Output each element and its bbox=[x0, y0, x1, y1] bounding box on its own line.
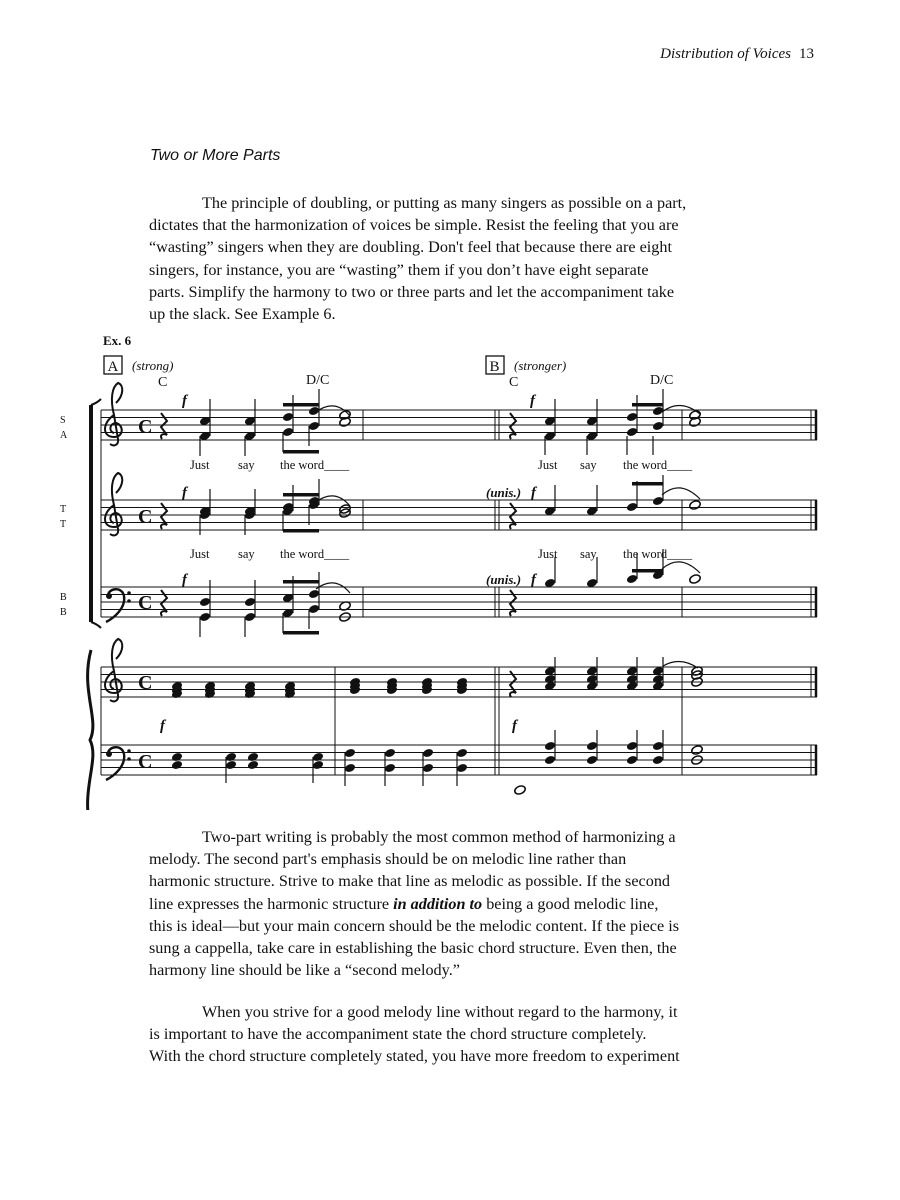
lyric: Just bbox=[538, 547, 558, 561]
staff-label-t: T bbox=[60, 519, 67, 530]
note-head bbox=[626, 755, 638, 766]
dynamic-forte: f bbox=[531, 485, 536, 501]
lyric: the word____ bbox=[623, 458, 693, 472]
rehearsal-letter-a: A bbox=[107, 359, 119, 375]
note-head bbox=[199, 612, 211, 623]
text-run: being a good melodic line, bbox=[482, 894, 659, 913]
tie bbox=[662, 562, 700, 573]
note-head bbox=[384, 748, 396, 759]
beam bbox=[283, 450, 319, 454]
note-head bbox=[422, 748, 434, 759]
treble-clef-icon bbox=[105, 383, 122, 445]
note-head bbox=[225, 760, 237, 771]
example-label: Ex. 6 bbox=[103, 333, 132, 348]
paragraph-melody-line bbox=[149, 1001, 749, 1068]
note-head bbox=[308, 421, 320, 432]
quarter-rest-icon bbox=[510, 590, 516, 616]
beam bbox=[283, 580, 319, 584]
page-number: 13 bbox=[799, 46, 814, 62]
text-line: dictates that the harmonization of voices be simple. Resist the feeling that you are bbox=[149, 216, 679, 235]
text-line: sung a cappella, take care in establishing the basic chord structure. Even then, the bbox=[149, 939, 677, 958]
dynamic-forte: f bbox=[182, 485, 187, 501]
note-head bbox=[652, 406, 664, 417]
note-head bbox=[422, 763, 434, 774]
quarter-rest-icon bbox=[510, 503, 516, 529]
unison-mark: (unis.) bbox=[486, 572, 522, 587]
note-head bbox=[282, 412, 294, 423]
time-signature: C bbox=[138, 751, 153, 773]
note-head bbox=[586, 741, 598, 752]
text-line: harmony line should be like a “second melody.” bbox=[149, 961, 460, 980]
note-head bbox=[344, 748, 356, 759]
lyric: say bbox=[580, 547, 597, 561]
time-signature: C bbox=[138, 672, 153, 694]
treble-clef-icon bbox=[105, 473, 122, 535]
tie bbox=[316, 406, 350, 416]
lyric: Just bbox=[538, 458, 558, 472]
staff-label-t: T bbox=[60, 504, 67, 515]
expression-mark-a: (strong) bbox=[132, 358, 174, 373]
time-signature: C bbox=[138, 592, 153, 614]
text-line: is important to have the accompaniment state the chord structure completely. bbox=[149, 1025, 647, 1044]
note-head bbox=[626, 574, 638, 585]
note-head bbox=[544, 755, 556, 766]
note-head bbox=[652, 421, 664, 432]
dynamic-forte: f bbox=[182, 393, 187, 409]
lyric: say bbox=[238, 458, 255, 472]
text-line: singers, for instance, you are “wasting” them if you don’t have eight separate bbox=[149, 260, 649, 279]
note-head bbox=[689, 574, 702, 585]
chord-symbol: D/C bbox=[650, 373, 674, 388]
note-head bbox=[199, 597, 211, 608]
notes bbox=[171, 389, 704, 795]
lyric: the word____ bbox=[623, 547, 693, 561]
text-line bbox=[149, 893, 749, 915]
staff-label-b: B bbox=[60, 607, 67, 618]
text-line: With the chord structure completely stated, you have more freedom to experiment bbox=[149, 1047, 680, 1066]
expression-mark-b: (stronger) bbox=[514, 358, 567, 373]
note-head bbox=[247, 752, 259, 763]
note-head bbox=[244, 597, 256, 608]
dynamic-forte: f bbox=[160, 718, 165, 734]
note-head bbox=[247, 760, 259, 771]
lyric: the word____ bbox=[280, 458, 350, 472]
chord-symbol: D/C bbox=[306, 373, 330, 388]
text-line: parts. Simplify the harmony to two or three parts and let the accompaniment take bbox=[149, 282, 675, 301]
lyric: say bbox=[580, 458, 597, 472]
unison-mark: (unis.) bbox=[486, 485, 522, 500]
note-head bbox=[626, 502, 638, 513]
piano-brace bbox=[88, 650, 93, 810]
note-head bbox=[282, 427, 294, 438]
text-line: Two-part writing is probably the most common method of harmonizing a bbox=[202, 828, 676, 846]
note-head bbox=[384, 763, 396, 774]
time-signature: C bbox=[138, 416, 153, 438]
beam bbox=[283, 403, 319, 407]
note-head bbox=[514, 785, 527, 796]
tie bbox=[662, 488, 700, 499]
dynamic-forte: f bbox=[182, 572, 187, 588]
note-head bbox=[689, 500, 702, 511]
time-signature: C bbox=[138, 506, 153, 528]
text-line: The principle of doubling, or putting as many singers as possible on a part, bbox=[202, 194, 687, 212]
dynamic-forte: f bbox=[531, 572, 536, 588]
chord-symbol: C bbox=[509, 375, 519, 390]
note-head bbox=[312, 760, 324, 771]
paragraph-two-part-writing bbox=[149, 826, 749, 981]
text-line: melody. The second part's emphasis should be on melodic line rather than bbox=[149, 850, 627, 869]
note-head bbox=[225, 752, 237, 763]
dynamic-forte: f bbox=[530, 393, 535, 409]
text-line: “wasting” singers when they are doubling. Don't feel that because there are eight bbox=[149, 238, 672, 257]
text-run: line expresses the harmonic structure bbox=[149, 894, 394, 913]
beam bbox=[283, 631, 319, 635]
tie bbox=[316, 583, 350, 593]
running-head-title: Distribution of Voices bbox=[660, 46, 791, 62]
section-title: Two or More Parts bbox=[150, 147, 281, 164]
staff-label-b: B bbox=[60, 592, 67, 603]
text-line: up the slack. See Example 6. bbox=[149, 305, 336, 324]
treble-clef-icon bbox=[105, 639, 122, 701]
lyric: Just bbox=[190, 547, 210, 561]
beam bbox=[283, 529, 319, 533]
beam bbox=[632, 403, 663, 407]
note-head bbox=[308, 604, 320, 615]
text-line: harmonic structure. Strive to make that line as melodic as possible. If the second bbox=[149, 872, 671, 891]
beam bbox=[632, 569, 663, 573]
note-head bbox=[652, 741, 664, 752]
text-line: When you strive for a good melody line without regard to the harmony, it bbox=[202, 1003, 678, 1021]
note-head bbox=[171, 760, 183, 771]
beam bbox=[632, 482, 663, 486]
note-head bbox=[691, 745, 704, 756]
rehearsal-letter-b: B bbox=[489, 359, 500, 375]
note-head bbox=[308, 589, 320, 600]
quarter-rest-icon bbox=[161, 503, 167, 529]
note-head bbox=[652, 755, 664, 766]
note-head bbox=[544, 741, 556, 752]
beam bbox=[283, 493, 319, 497]
quarter-rest-icon bbox=[510, 413, 516, 439]
note-head bbox=[244, 612, 256, 623]
staff-label-a: A bbox=[60, 430, 68, 441]
lyric: Just bbox=[190, 458, 210, 472]
lyric: say bbox=[238, 547, 255, 561]
note-head bbox=[171, 752, 183, 763]
dynamic-forte: f bbox=[512, 718, 517, 734]
emphasis: in addition to bbox=[393, 894, 483, 913]
note-head bbox=[312, 752, 324, 763]
note-head bbox=[456, 748, 468, 759]
chord-symbol: C bbox=[158, 375, 168, 390]
text-line: this is ideal—but your main concern should be the melodic content. If the piece is bbox=[149, 916, 679, 935]
note-head bbox=[344, 763, 356, 774]
note-head bbox=[626, 412, 638, 423]
note-head bbox=[652, 496, 664, 507]
staff-label-s: S bbox=[60, 415, 66, 426]
quarter-rest-icon bbox=[161, 413, 167, 439]
lyric: the word____ bbox=[280, 547, 350, 561]
note-head bbox=[456, 763, 468, 774]
quarter-rest-icon bbox=[161, 590, 167, 616]
note-head bbox=[626, 741, 638, 752]
note-head bbox=[626, 427, 638, 438]
note-head bbox=[586, 755, 598, 766]
